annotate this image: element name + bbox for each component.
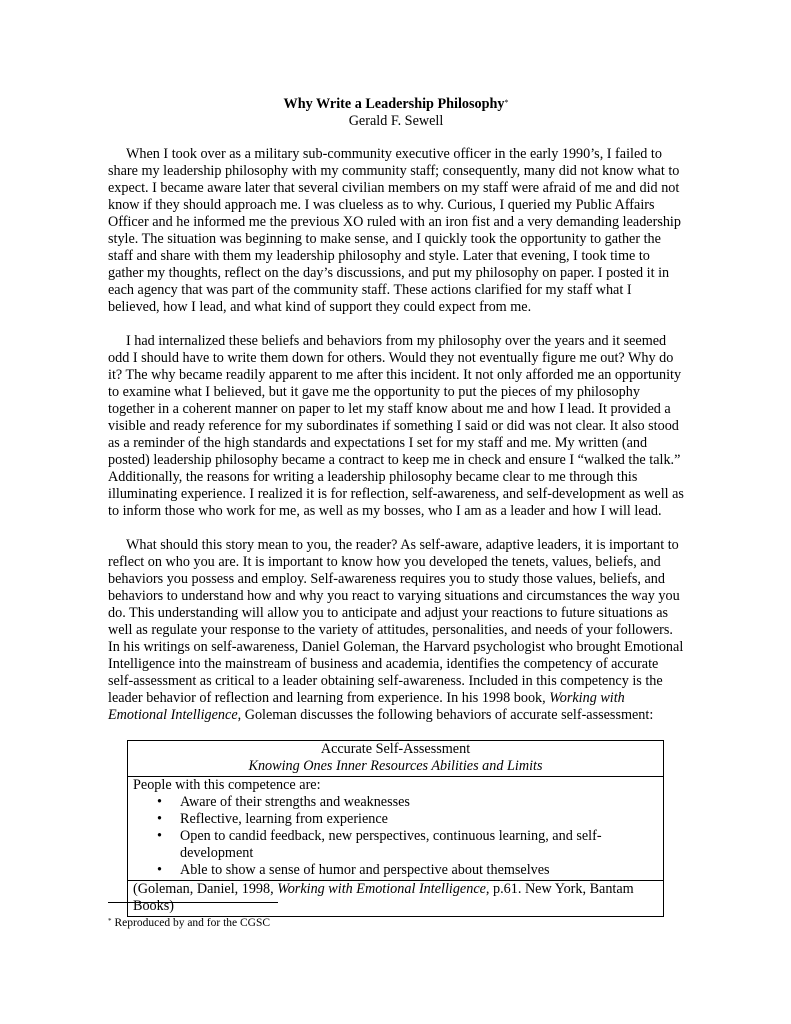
document-title: Why Write a Leadership Philosophy* bbox=[283, 96, 509, 112]
list-item: • Aware of their strengths and weaknesses bbox=[180, 794, 659, 811]
citation-book-title: Working with Emotional Intelligence bbox=[277, 881, 486, 897]
footnote-text: Reproduced by and for the CGSC bbox=[114, 917, 271, 929]
title-footnote-marker: * bbox=[504, 98, 509, 107]
box-citation: (Goleman, Daniel, 1998, Working with Emotional Intelligence, p.61. New York, Bantam Books) bbox=[133, 881, 634, 914]
box-header bbox=[128, 741, 663, 777]
box-subheading: Knowing Ones Inner Resources Abilities and Limits bbox=[248, 758, 543, 774]
paragraph-1: When I took over as a military sub-community executive officer in the early 1990’s, I failed to share my leadership philosophy with my community staff; consequently, many did not know what to expect. I became aware later that several civilian members on my staff were afraid of me and did not know if they should approach me. I was clueless as to why. Curious, I queried my Public Affairs Officer and he informed me the previous XO ruled with an iron fist and a very demanding leadership style. The situation was beginning to make sense, and I quickly took the opportunity to gather the staff and share with them my leadership philosophy and style. Later that evening, I took time to gather my thoughts, reflect on the day’s discussions, and put my philosophy on paper. I posted it in each agency that was part of the community staff. These actions clarified for my staff what I believed, how I lead, and what kind of support they could expect from me. bbox=[108, 146, 681, 315]
box-body bbox=[128, 777, 663, 881]
footnote-divider bbox=[108, 902, 278, 903]
footnote-marker: * bbox=[108, 917, 112, 925]
box-intro: People with this competence are: bbox=[133, 777, 321, 793]
footnote bbox=[108, 916, 270, 930]
document-author: Gerald F. Sewell bbox=[348, 113, 444, 129]
list-item: • Reflective, learning from experience bbox=[180, 811, 659, 828]
competence-list bbox=[133, 794, 659, 879]
book-title: Working with Emotional Intelligence bbox=[108, 690, 625, 723]
list-item: • Open to candid feedback, new perspectives, continuous learning, and self-development bbox=[180, 828, 659, 862]
paragraph-2: I had internalized these beliefs and behaviors from my philosophy over the years and it seemed odd I should have to write them down for others. Would they not eventually figure me out? Why do it? The why became readily apparent to me after this incident. It not only afforded me an opportunity to examine what I believed, but it gave me the opportunity to put the pieces of my philosophy together in a coherent manner on paper to let my staff know about me and how I lead. It provided a visible and ready reference for my subordinates if something I said or did was not clear. It also stood as a reminder of the high standards and expectations I set for my staff and me. My written (and posted) leadership philosophy became a contract to keep me in check and ensure I “walked the talk.” Additionally, the reasons for writing a leadership philosophy became clear to me through this illuminating experience. I realized it is for reflection, self-awareness, and self-development as well as to inform those who work for me, as well as my bosses, who I am as a leader and how I will lead. bbox=[108, 333, 684, 519]
list-item: • Able to show a sense of humor and perspective about themselves bbox=[180, 862, 659, 879]
document-page bbox=[108, 96, 684, 917]
paragraph-3: What should this story mean to you, the reader? As self-aware, adaptive leaders, it is important to reflect on who you are. It is important to know how you developed the tenets, values, beliefs, and behaviors you possess and employ. Self-awareness requires you to study those values, beliefs, and behaviors to understand how and why you react to varying situations and circumstances the way you do. This understanding will allow you to anticipate and adjust your reactions to future situations as well as regulate your response to the variety of attitudes, personalities, and needs of your followers. In his writings on self-awareness, Daniel Goleman, the Harvard psychologist who brought Emotional Intelligence into the mainstream of business and academia, identifies the competency of accurate self-assessment as critical to a leader obtaining self-awareness. Included in this competency is the leader behavior of reflection and learning from experience. In his 1998 book, Working with Emotional Intelligence, Goleman discusses the following behaviors of accurate self-assessment: bbox=[108, 537, 684, 723]
self-assessment-box bbox=[127, 740, 664, 917]
box-heading: Accurate Self-Assessment bbox=[320, 741, 471, 757]
